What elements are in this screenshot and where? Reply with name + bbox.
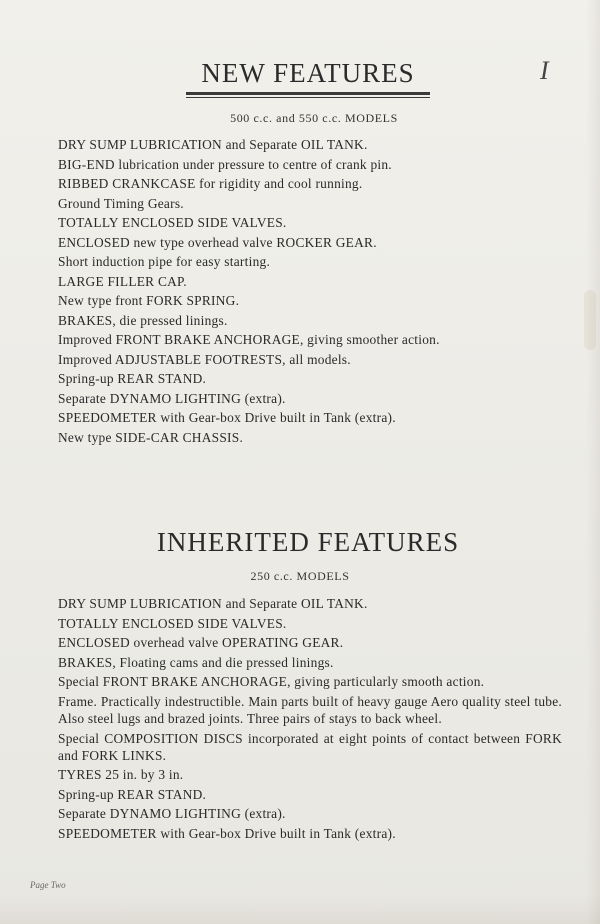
list-item: SPEEDOMETER with Gear-box Drive built in Tank (extra).	[58, 825, 396, 841]
list-item: Spring-up REAR STAND.	[58, 371, 207, 386]
paper-stain	[584, 290, 596, 350]
list-item: Ground Timing Gears.	[58, 195, 184, 211]
list-item: Special COMPOSITION DISCS incorporated at eight points of contact between FORK and FORK LINKS.	[58, 730, 562, 763]
title-rule-thick	[186, 92, 430, 95]
list-item: DRY SUMP LUBRICATION and Separate OIL TANK.	[58, 596, 368, 611]
new-features-subtitle: 500 c.c. and 550 c.c. MODELS	[230, 111, 398, 125]
list-item: Frame. Practically indestructible. Main parts built of heavy gauge Aero quality steel tube. Also steel lugs and brazed joints. Three pairs of stays to back wheel.	[58, 693, 562, 726]
list-item: Improved ADJUSTABLE FOOTRESTS, all models.	[58, 351, 351, 367]
list-item: Short induction pipe for easy starting.	[58, 254, 271, 269]
list-item: BIG-END lubrication under pressure to centre of crank pin.	[58, 156, 392, 172]
list-item: TOTALLY ENCLOSED SIDE VALVES.	[58, 215, 287, 230]
list-item: SPEEDOMETER with Gear-box Drive built in Tank (extra).	[58, 410, 396, 425]
list-item: DRY SUMP LUBRICATION and Separate OIL TANK.	[58, 137, 368, 152]
list-item: RIBBED CRANKCASE for rigidity and cool running.	[58, 176, 363, 191]
list-item: TYRES 25 in. by 3 in.	[58, 767, 184, 783]
list-item: Separate DYNAMO LIGHTING (extra).	[58, 390, 286, 406]
list-item: New type SIDE-CAR CHASSIS.	[58, 429, 244, 445]
paper-edge-shadow	[586, 0, 600, 924]
list-item: Spring-up REAR STAND.	[58, 786, 207, 802]
inherited-features-title: INHERITED FEATURES	[156, 527, 460, 557]
list-item: BRAKES, Floating cams and die pressed linings.	[58, 654, 334, 670]
list-item: TOTALLY ENCLOSED SIDE VALVES.	[58, 615, 287, 631]
list-item: ENCLOSED new type overhead valve ROCKER GEAR.	[58, 234, 377, 250]
list-item: BRAKES, die pressed linings.	[58, 312, 228, 328]
page-mark: I	[540, 56, 549, 85]
list-item: Improved FRONT BRAKE ANCHORAGE, giving smoother action.	[58, 332, 440, 347]
new-features-title: NEW FEATURES	[201, 58, 415, 88]
list-item: ENCLOSED overhead valve OPERATING GEAR.	[58, 635, 344, 651]
paper-bottom-shadow	[0, 894, 600, 924]
inherited-features-list	[58, 595, 562, 845]
title-rule-thin	[186, 97, 430, 98]
list-item: New type front FORK SPRING.	[58, 293, 240, 308]
inherited-features-subtitle: 250 c.c. MODELS	[250, 569, 350, 583]
list-item: Separate DYNAMO LIGHTING (extra).	[58, 806, 286, 822]
list-item: Special FRONT BRAKE ANCHORAGE, giving particularly smooth action.	[58, 674, 485, 690]
page-footer: Page Two	[30, 880, 66, 890]
new-features-list	[58, 135, 558, 447]
list-item: LARGE FILLER CAP.	[58, 273, 187, 289]
